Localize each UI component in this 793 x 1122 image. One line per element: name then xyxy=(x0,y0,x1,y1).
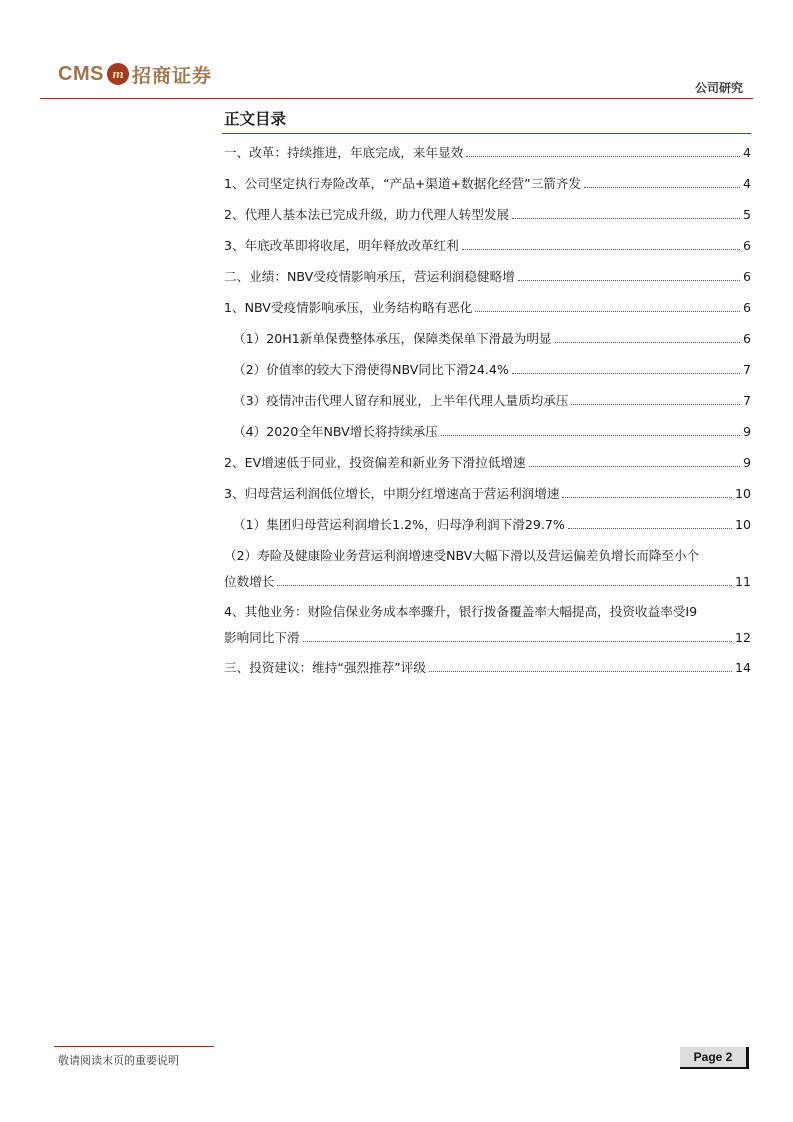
toc-entry-page: 6 xyxy=(742,238,751,253)
toc-entry[interactable] xyxy=(224,481,751,512)
toc-entry-page: 6 xyxy=(742,331,751,346)
toc-leader-dots xyxy=(555,342,740,343)
toc-entry[interactable] xyxy=(224,264,751,295)
toc-leader-dots xyxy=(529,466,740,467)
toc-leader-dots xyxy=(277,585,732,586)
toc-entry-page: 6 xyxy=(742,300,751,315)
toc-leader-dots xyxy=(462,249,740,250)
toc-entry[interactable] xyxy=(224,450,751,481)
toc-entry[interactable] xyxy=(224,140,751,171)
toc-entry[interactable] xyxy=(224,171,751,202)
toc-leader-dots xyxy=(568,528,732,529)
toc-entry[interactable] xyxy=(224,388,751,419)
toc-entry-text: （4）2020全年NBV增长将持续承压 xyxy=(233,424,438,439)
toc-entry[interactable] xyxy=(224,357,751,388)
header-divider xyxy=(40,98,753,99)
toc-entry-text: 1、NBV受疫情影响承压，业务结构略有恶化 xyxy=(224,300,473,315)
toc-entry-text: 2、代理人基本法已完成升级，助力代理人转型发展 xyxy=(224,207,510,222)
toc-entry-text: （1）20H1新单保费整体承压，保障类保单下滑最为明显 xyxy=(233,331,552,346)
toc-entry-multiline[interactable] xyxy=(224,599,751,655)
toc-entry-page: 4 xyxy=(742,176,751,191)
toc-entry-text: 2、EV增速低于同业，投资偏差和新业务下滑拉低增速 xyxy=(224,455,526,470)
toc-entry-text: （2）寿险及健康险业务营运利润增速受NBV大幅下滑以及营运偏差负增长而降至小个 xyxy=(224,548,700,563)
toc-leader-dots xyxy=(562,497,732,498)
toc-entry-page: 5 xyxy=(742,207,751,222)
toc-entry[interactable] xyxy=(224,655,751,686)
toc-entry-text: （1）集团归母营运利润增长1.2%，归母净利润下滑29.7% xyxy=(233,517,565,532)
toc-leader-dots xyxy=(518,280,740,281)
page-number-badge: Page 2 xyxy=(680,1047,749,1069)
toc-leader-dots xyxy=(429,671,732,672)
toc-leader-dots xyxy=(441,435,740,436)
toc-entry-text-cont: 位数增长 xyxy=(224,574,275,589)
toc-leader-dots xyxy=(584,187,740,188)
company-logo xyxy=(58,58,212,90)
toc-entry-text: 三、投资建议：维持“强烈推荐”评级 xyxy=(224,660,426,675)
toc-entry[interactable] xyxy=(224,202,751,233)
toc-entry-page: 7 xyxy=(742,362,751,377)
footer-disclaimer-note: 敬请阅读末页的重要说明 xyxy=(58,1054,179,1067)
toc-entry-page: 4 xyxy=(742,145,751,160)
toc-entry-page: 9 xyxy=(742,455,751,470)
toc-entry-text: 3、归母营运利润低位增长，中期分红增速高于营运利润增速 xyxy=(224,486,560,501)
toc-leader-dots xyxy=(475,311,740,312)
toc-entry-page: 10 xyxy=(734,517,751,532)
toc-entry[interactable] xyxy=(224,295,751,326)
toc-entry-page: 12 xyxy=(734,630,751,645)
toc-title-divider xyxy=(222,133,751,134)
footer-divider xyxy=(54,1046,214,1047)
toc-entry-text: 一、改革：持续推进，年底完成，来年显效 xyxy=(224,145,464,160)
toc-title: 正文目录 xyxy=(224,110,287,128)
toc-entry-page: 11 xyxy=(734,574,751,589)
logo-company-name: 招商证券 xyxy=(131,64,212,87)
toc-entry-page: 6 xyxy=(742,269,751,284)
toc-entry-page: 10 xyxy=(734,486,751,501)
toc-entry-page: 14 xyxy=(734,660,751,675)
toc-leader-dots xyxy=(303,641,732,642)
toc-leader-dots xyxy=(512,218,740,219)
toc-leader-dots xyxy=(571,404,740,405)
toc-entry[interactable] xyxy=(224,233,751,264)
logo-mark-icon: m xyxy=(107,63,129,85)
toc-entry-text: （3）疫情冲击代理人留存和展业，上半年代理人量质均承压 xyxy=(233,393,569,408)
toc-leader-dots xyxy=(512,373,740,374)
toc-entry-page: 7 xyxy=(742,393,751,408)
toc-entry-page: 9 xyxy=(742,424,751,439)
table-of-contents xyxy=(224,140,751,686)
toc-entry-multiline[interactable] xyxy=(224,543,751,599)
toc-entry-text: 二、业绩：NBV受疫情影响承压，营运利润稳健略增 xyxy=(224,269,515,284)
logo-cms-text: CMS xyxy=(58,62,104,85)
toc-entry-text: （2）价值率的较大下滑使得NBV同比下滑24.4% xyxy=(233,362,509,377)
toc-entry-text-cont: 影响同比下滑 xyxy=(224,630,300,645)
section-label: 公司研究 xyxy=(694,81,743,95)
toc-entry[interactable] xyxy=(224,326,751,357)
toc-entry-text: 4、其他业务：财险信保业务成本率骤升，银行拨备覆盖率大幅提高，投资收益率受I9 xyxy=(224,604,698,619)
toc-entry[interactable] xyxy=(224,419,751,450)
toc-leader-dots xyxy=(466,156,740,157)
toc-entry-text: 3、年底改革即将收尾，明年释放改革红利 xyxy=(224,238,459,253)
toc-entry-text: 1、公司坚定执行寿险改革，“产品+渠道+数据化经营”三箭齐发 xyxy=(224,176,582,191)
toc-entry[interactable] xyxy=(224,512,751,543)
